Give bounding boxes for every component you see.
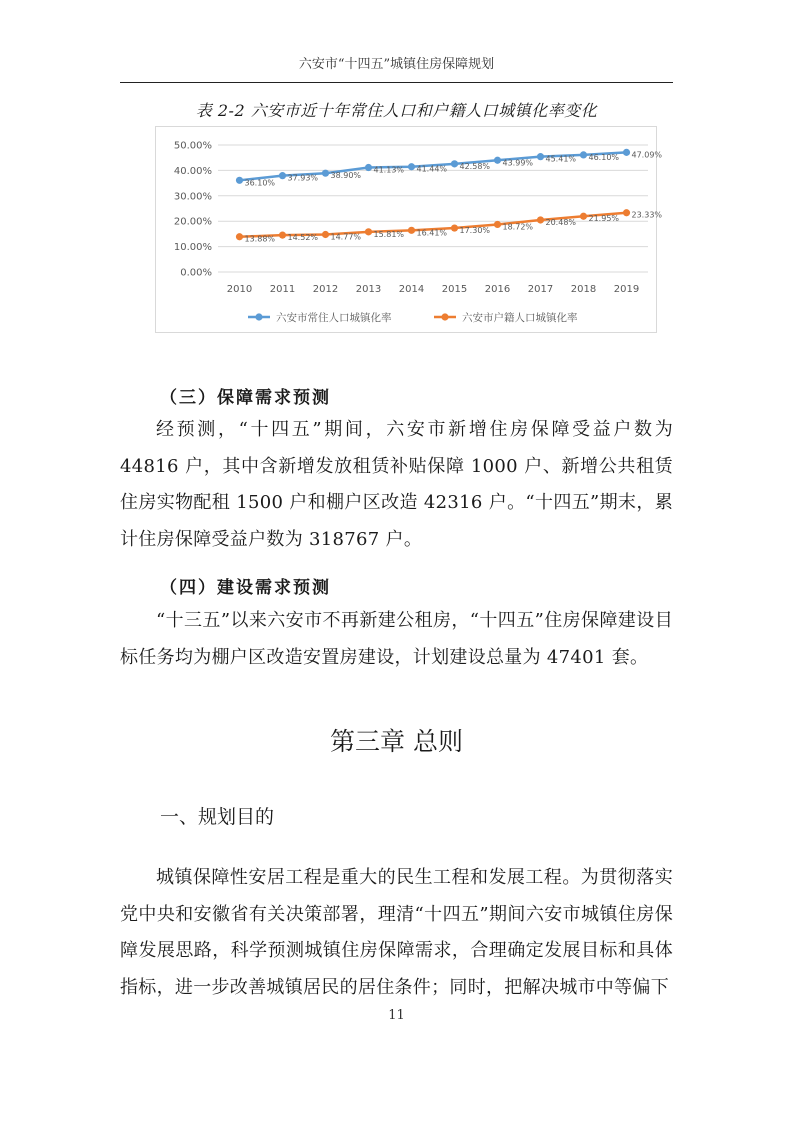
data-label: 36.10% [244,178,276,188]
data-point [451,160,458,167]
data-point [279,232,286,239]
x-tick-label: 2012 [312,284,339,295]
data-point [623,149,630,156]
legend-label: 六安市常住人口城镇化率 [276,312,392,324]
data-label: 14.77% [330,232,362,242]
data-label: 14.52% [287,233,319,243]
construction-paragraph: “十三五”以来六安市不再新建公租房，“十四五”住房保障建设目标任务均为棚户区改造安置房建设，计划建设总量为 47401 套。 [120,610,673,668]
data-point [365,228,372,235]
data-label: 20.48% [545,217,577,227]
data-label: 38.90% [330,171,362,181]
data-label: 46.10% [588,152,620,162]
data-point [451,224,458,231]
subsection-paragraph: 城镇保障性安居工程是重大的民生工程和发展工程。为贯彻落实党中央和安徽省有关决策部署，理清“十四五”期间六安市城镇住房保障发展思路，科学预测城镇住房保障需求，合理确定发展目标和具体指标，进一步改善城镇居民的居住条件；同时，把解决城市中等偏下 [120,867,673,998]
data-label: 13.88% [244,234,276,244]
data-point [408,163,415,170]
chart-svg [156,127,663,332]
data-point [322,231,329,238]
data-label: 43.99% [502,158,534,168]
data-point [580,151,587,158]
data-point [494,157,501,164]
data-point [279,172,286,179]
data-label: 41.44% [416,164,448,174]
data-point [322,170,329,177]
data-label: 18.72% [502,222,534,232]
data-label: 21.95% [588,214,620,224]
x-tick-label: 2011 [269,284,296,295]
header-rule [120,82,673,83]
data-point [537,153,544,160]
x-tick-label: 2013 [355,284,382,295]
data-label: 42.58% [459,161,491,171]
y-tick-label: 10.00% [173,242,212,254]
data-label: 37.93% [287,173,319,183]
page-number: 11 [388,1008,405,1023]
data-point [623,209,630,216]
y-tick-label: 0.00% [180,267,212,279]
data-point [537,216,544,223]
data-point [408,227,415,234]
data-label: 23.33% [631,210,663,220]
data-point [236,233,243,240]
y-tick-label: 20.00% [173,216,212,228]
page-header: 六安市“十四五”城镇住房保障规划 [298,57,495,72]
figure-caption: 表 2-2 六安市近十年常住人口和户籍人口城镇化率变化 [195,101,598,120]
x-tick-label: 2016 [484,284,511,295]
legend-marker [255,313,262,320]
data-label: 16.41% [416,228,448,238]
x-tick-label: 2014 [398,284,425,295]
y-tick-label: 40.00% [173,165,212,177]
demand-paragraph: 经预测，“十四五”期间，六安市新增住房保障受益户数为 44816 户，其中含新增发放租赁补贴保障 1000 户、新增公共租赁住房实物配租 1500 户和棚户区改造 42316 户。“十四五”期末，累计住房保障受益户数为 318767 户。 [120,419,673,550]
y-tick-label: 50.00% [173,140,212,152]
data-point [365,164,372,171]
x-tick-label: 2015 [441,284,468,295]
x-tick-label: 2017 [527,284,554,295]
data-point [494,221,501,228]
data-label: 15.81% [373,229,405,239]
data-point [236,177,243,184]
construction-heading: （四）建设需求预测 [160,578,331,598]
legend-marker [441,313,448,320]
data-label: 41.13% [373,165,405,175]
subsection-heading: 一、规划目的 [160,806,275,828]
demand-heading: （三）保障需求预测 [160,388,331,408]
y-tick-label: 30.00% [173,191,212,203]
x-tick-label: 2018 [570,284,597,295]
data-point [580,213,587,220]
urbanization-chart [155,126,663,333]
chapter-title: 第三章 总则 [330,727,463,756]
data-label: 17.30% [459,226,491,236]
legend-label: 六安市户籍人口城镇化率 [462,312,578,324]
data-label: 45.41% [545,154,577,164]
data-label: 47.09% [631,150,663,160]
x-tick-label: 2019 [613,284,640,295]
x-tick-label: 2010 [226,284,253,295]
